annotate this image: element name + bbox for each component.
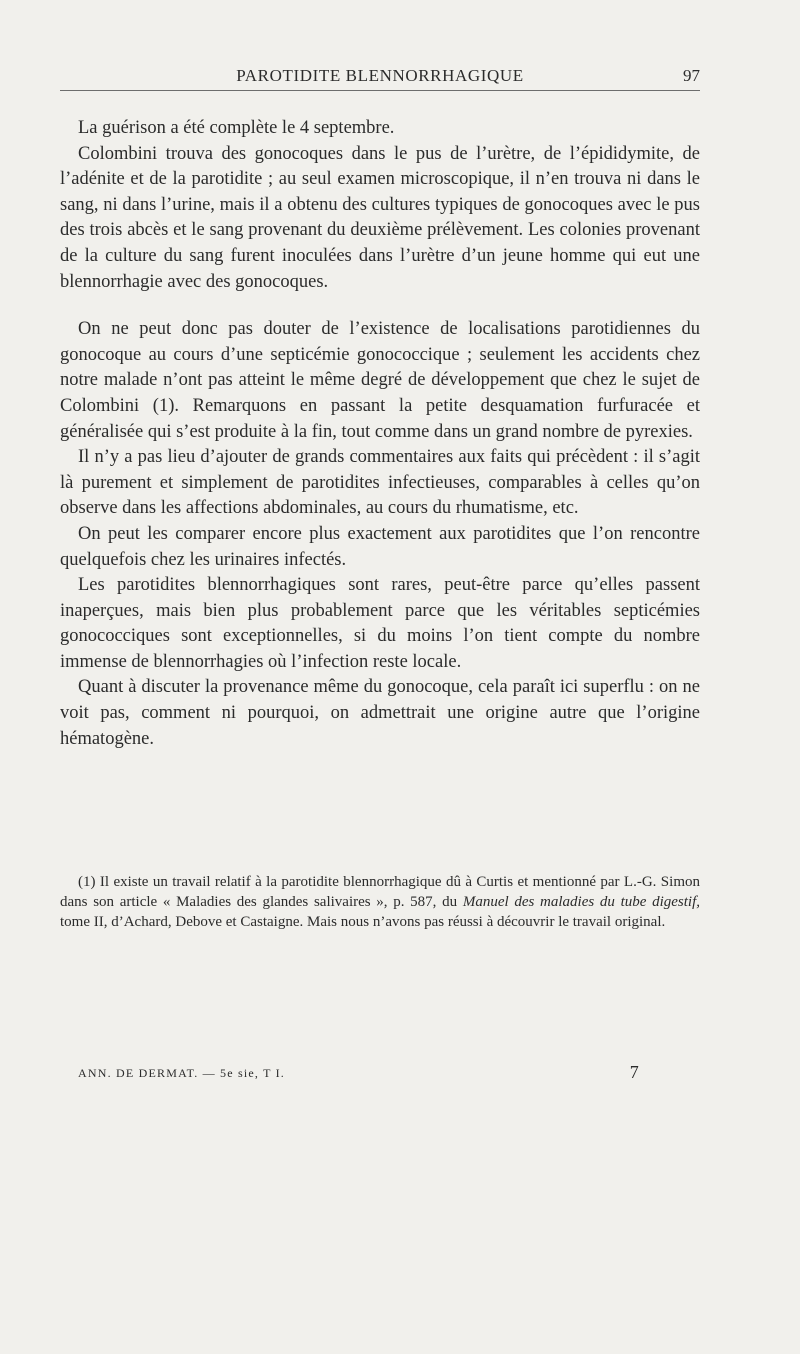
page-number: 97 xyxy=(683,66,700,85)
footnote-text-start: (1) Il existe un travail relatif à la parotidite blennorrhagique dû à Curtis et mentionné par L.-G. Simon dans son article « Maladies des glandes salivaires », p. 587, du xyxy=(60,874,700,910)
paragraph-6: Les parotidites blennorrhagiques sont rares, peut-être parce qu’elles passent inaperçues, mais bien plus probablement parce que les véritables septicémies gonococciques sont exceptionnelles, si du moins l’on tient compte du nombre immense de blennorrhagies où l’infection reste locale. xyxy=(60,575,700,672)
footnote-book-title: Manuel des maladies du tube digestif, xyxy=(462,894,701,910)
footnote xyxy=(60,872,700,932)
running-title: PAROTIDITE BLENNORRHAGIQUE xyxy=(236,66,524,85)
paragraph-5: On peut les comparer encore plus exactement aux parotidites que l’on rencontre quelquefois chez les urinaires infectés. xyxy=(60,523,700,570)
paragraph-3: On ne peut donc pas douter de l’existence de localisations parotidiennes du gonocoque au cours d’une septicémie gonococcique ; seulement les accidents chez notre malade n’ont pas atteint le même degré de développement que chez le sujet de Colombini (1). Remarquons en passant la petite desquamation furfuracée et généralisée qui s’est produite à la fin, tout comme dans un grand nombre de pyrexies. xyxy=(60,319,700,442)
signature-line xyxy=(60,1062,700,1084)
paragraph-2: Colombini trouva des gonocoques dans le pus de l’urètre, de l’épididymite, de l’adénite et de la parotidite ; au seul examen microscopique, il n’en trouva ni dans le sang, ni dans l’urine, mais il a obtenu des cultures typiques de gonocoques avec le pus des trois abcès et le sang provenant du deuxième prélèvement. Les colonies provenant de la culture du sang furent inoculées dans l’urètre d’un jeune homme qui eut une blennorrhagie avec des gonocoques. xyxy=(60,143,700,292)
footnote-text-end: tome II, d’Achard, Debove et Castaigne. Mais nous n’avons pas réussi à découvrir le travail original. xyxy=(60,914,666,930)
paragraph-7: Quant à discuter la provenance même du gonocoque, cela paraît ici superflu : on ne voit pas, comment ni pourquoi, on admettrait une origine autre que l’origine hématogène. xyxy=(60,677,700,749)
footnote-text xyxy=(60,872,700,932)
signature-number: 7 xyxy=(629,1062,640,1082)
signature-journal: ANN. DE DERMAT. — 5e sie, T I. xyxy=(78,1066,285,1080)
paragraph-4: Il n’y a pas lieu d’ajouter de grands commentaires aux faits qui précèdent : il s’agit là purement et simplement de parotidites infectieuses, comparables à celles qu’on observe dans les affections abdominales, au cours du rhumatisme, etc. xyxy=(60,447,700,519)
running-head xyxy=(60,66,700,91)
paragraph-1: La guérison a été complète le 4 septembre. xyxy=(78,118,395,138)
body-text xyxy=(60,116,700,752)
